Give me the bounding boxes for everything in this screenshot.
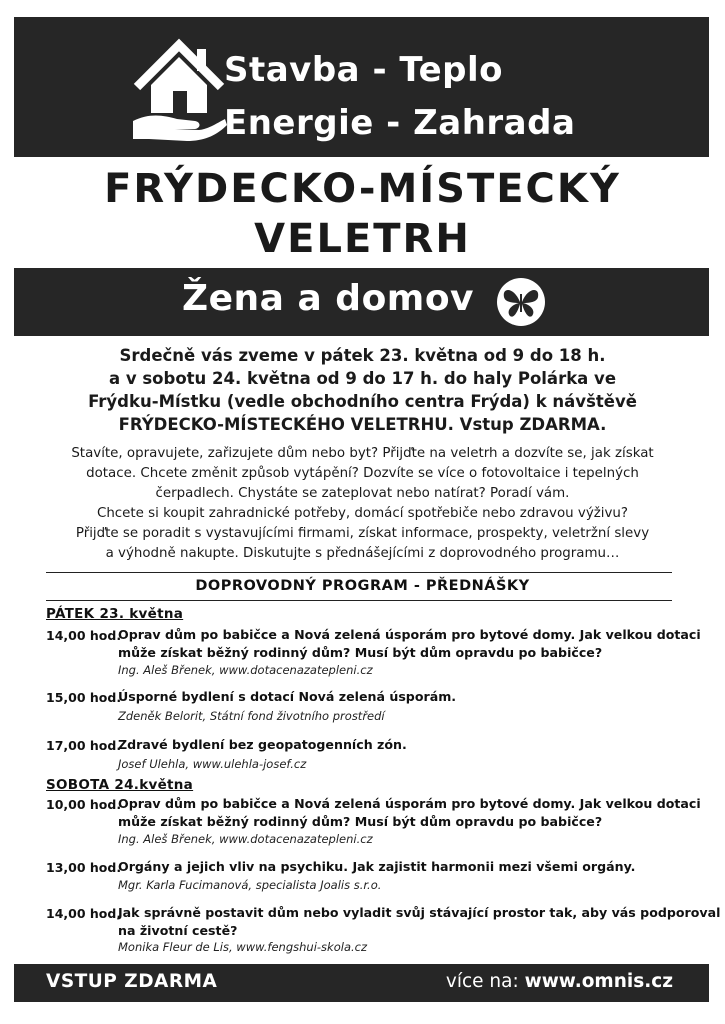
- talk-speaker: Ing. Aleš Břenek, www.dotacenazatepleni.cz: [118, 832, 373, 846]
- talk-title-line: Orgány a jejich vliv na psychiku. Jak zajistit harmonii mezi všemi orgány.: [118, 859, 636, 874]
- day-label-saturday: SOBOTA 24.května: [46, 777, 194, 793]
- body-line: Chcete si koupit zahradnické potřeby, domácí spotřebiče nebo zdravou výživu?: [96, 506, 629, 521]
- footer-more-info: [446, 971, 673, 992]
- intro-line: Frýdku-Místku (vedle obchodního centra Frýda) k návštěvě: [88, 392, 637, 411]
- divider: [46, 600, 672, 601]
- talk-speaker: Mgr. Karla Fucimanová, specialista Joalis s.r.o.: [118, 878, 382, 892]
- body-line: Stavíte, opravujete, zařizujete dům nebo byt? Přijďte na veletrh a dozvíte se, jak získat: [71, 446, 654, 461]
- talk-time: 10,00 hod.: [46, 797, 122, 812]
- talk-title-line: Úsporné bydlení s dotací Nová zelená úsporám.: [118, 689, 457, 704]
- footer-prefix: více na:: [445, 971, 525, 992]
- program-heading: DOPROVODNÝ PROGRAM - PŘEDNÁŠKY: [195, 578, 530, 594]
- talk-title-line: Zdravé bydlení bez geopatogenních zón.: [118, 737, 407, 752]
- talk-title-line: Oprav dům po babičce a Nová zelená úsporám pro bytové domy. Jak velkou dotaci: [118, 796, 701, 811]
- talk-title: [118, 795, 708, 831]
- title-line-1: FRÝDECKO-MÍSTECKÝ: [104, 166, 621, 212]
- intro-line: a v sobotu 24. května od 9 do 17 h. do haly Polárka ve: [108, 369, 617, 388]
- talk-speaker: Monika Fleur de Lis, www.fengshui-skola.cz: [118, 940, 368, 954]
- body-line: dotace. Chcete změnit způsob vytápění? Dozvíte se více o fotovoltaice i tepelných: [86, 466, 639, 481]
- talk-time: 15,00 hod.: [46, 690, 122, 705]
- house-on-hand-icon: [129, 35, 229, 145]
- talk-title-line: Jak správně postavit dům nebo vyladit svůj stávající prostor tak, aby vás podporoval: [118, 905, 721, 920]
- talk-title-line: může získat běžný rodinný dům? Musí být dům opravdu po babičce?: [118, 645, 603, 660]
- talk-title: [118, 904, 721, 940]
- talk-title: [118, 626, 708, 662]
- talk-time: 13,00 hod.: [46, 860, 122, 875]
- footer-free-entry: VSTUP ZDARMA: [46, 971, 218, 992]
- subtitle: Žena a domov: [182, 278, 475, 319]
- body-line: Přijďte se poradit s vystavujícími firmami, získat informace, prospekty, veletržní slevy: [75, 526, 650, 541]
- subtitle-banner: [14, 268, 709, 336]
- talk-title-line: může získat běžný rodinný dům? Musí být dům opravdu po babičce?: [118, 814, 603, 829]
- body-line: a výhodně nakupte. Diskutujte s přednášejícími z doprovodného programu…: [105, 546, 620, 561]
- body-line: čerpadlech. Chystáte se zateplovat nebo natírat? Poradí vám.: [155, 486, 570, 501]
- talk-time: 14,00 hod.: [46, 906, 122, 921]
- butterfly-icon: [496, 277, 546, 327]
- intro-line: FRÝDECKO-MÍSTECKÉHO VELETRHU. Vstup ZDARMA.: [118, 415, 607, 434]
- intro-line: Srdečně vás zveme v pátek 23. května od 9 do 18 h.: [119, 346, 606, 365]
- talk-title: [118, 736, 708, 754]
- divider: [46, 572, 672, 573]
- title-line-2: VELETRH: [254, 216, 471, 262]
- header-line-1: Stavba - Teplo: [224, 50, 503, 90]
- talk-speaker: Ing. Aleš Břenek, www.dotacenazatepleni.cz: [118, 663, 373, 677]
- talk-speaker: Josef Ulehla, www.ulehla-josef.cz: [118, 757, 307, 771]
- day-label-friday: PÁTEK 23. května: [46, 606, 184, 622]
- footer-banner: [14, 964, 709, 1002]
- talk-time: 14,00 hod.: [46, 628, 122, 643]
- talk-title-line: na životní cestě?: [118, 923, 238, 938]
- talk-title-line: Oprav dům po babičce a Nová zelená úsporám pro bytové domy. Jak velkou dotaci: [118, 627, 701, 642]
- talk-title: [118, 858, 708, 876]
- header-line-2: Energie - Zahrada: [224, 103, 576, 143]
- footer-website-link[interactable]: www.omnis.cz: [524, 971, 673, 992]
- talk-speaker: Zdeněk Belorit, Státní fond životního prostředí: [118, 709, 385, 723]
- talk-title: [118, 688, 708, 706]
- talk-time: 17,00 hod.: [46, 738, 122, 753]
- header-banner: [14, 17, 709, 157]
